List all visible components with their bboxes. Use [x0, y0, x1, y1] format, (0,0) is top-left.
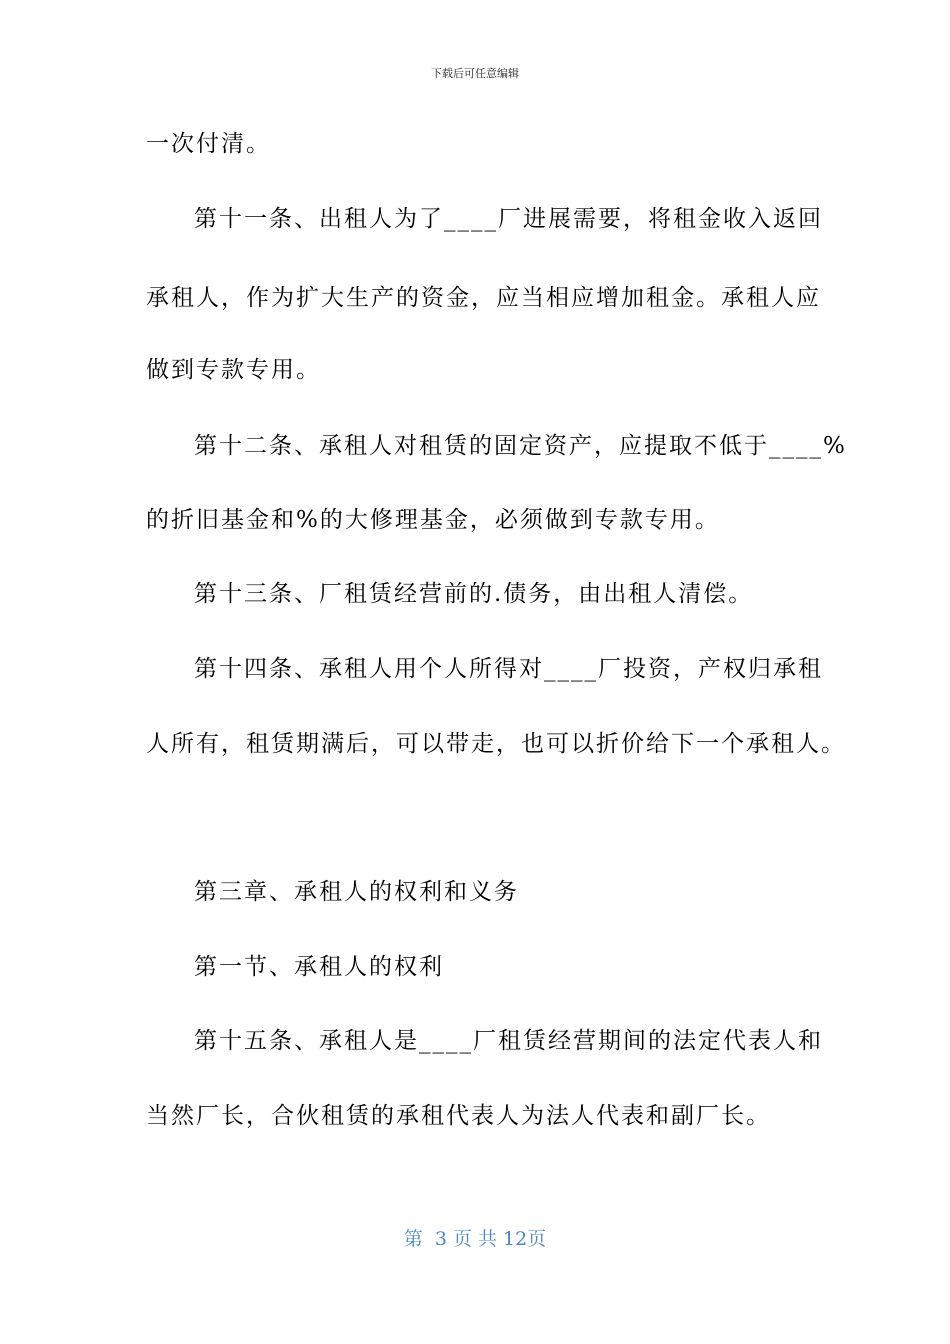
body-line: 当然厂长，合伙租赁的承租代表人为法人代表和副厂长。 — [146, 1103, 771, 1129]
body-line: 第十四条、承租人用个人所得对____厂投资，产权归承租 — [194, 656, 823, 682]
body-line: 第十五条、承租人是____厂租赁经营期间的法定代表人和 — [194, 1028, 823, 1054]
body-line: 承租人，作为扩大生产的资金，应当相应增加租金。承租人应 — [146, 285, 821, 311]
body-line: 的折旧基金和%的大修理基金，必须做到专款专用。 — [146, 507, 720, 533]
body-line: 做到专款专用。 — [146, 357, 321, 383]
body-line: 第十二条、承租人对租赁的固定资产，应提取不低于____% — [194, 433, 847, 459]
body-line: 第十三条、厂租赁经营前的.债务，由出租人清偿。 — [194, 581, 754, 607]
page-header: 下载后可任意编辑 — [431, 67, 519, 80]
section-heading: 第一节、承租人的权利 — [194, 954, 444, 980]
page-number: 第 3 页 共 12页 — [403, 1228, 547, 1250]
body-line: 第十一条、出租人为了____厂进展需要，将租金收入返回 — [194, 206, 823, 232]
chapter-heading: 第三章、承租人的权利和义务 — [194, 879, 519, 905]
body-line: 一次付清。 — [146, 131, 271, 157]
body-line: 人所有，租赁期满后，可以带走，也可以折价给下一个承租人。 — [146, 731, 846, 757]
